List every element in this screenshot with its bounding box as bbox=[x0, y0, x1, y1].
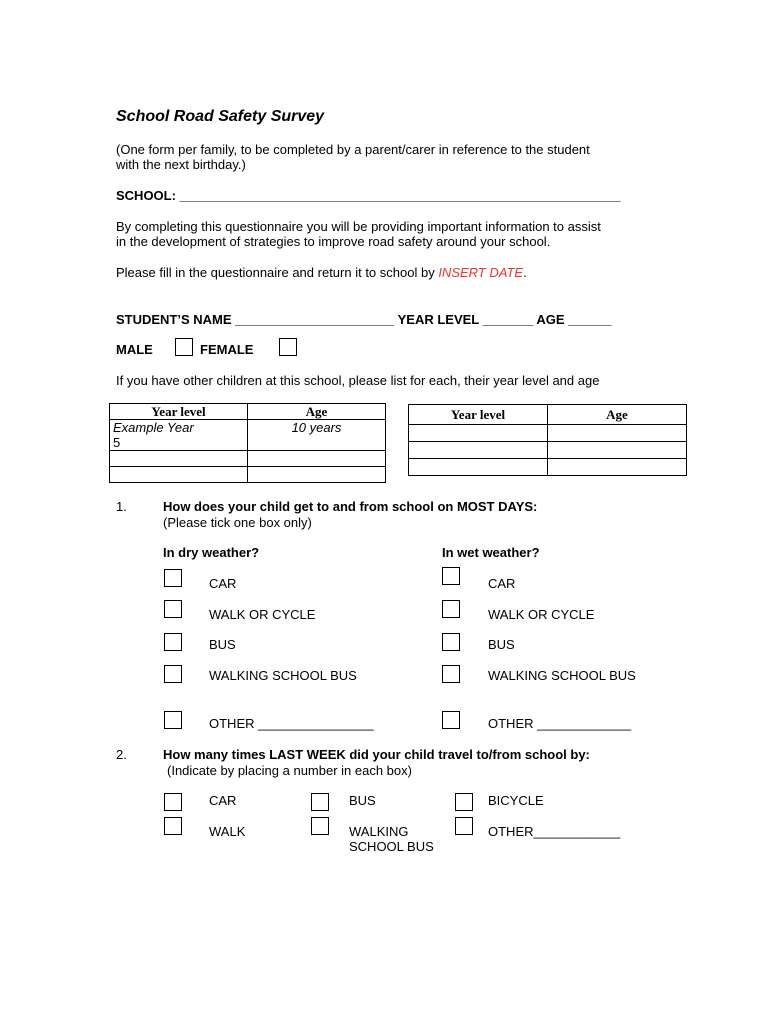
q2-bus-box[interactable] bbox=[311, 793, 329, 811]
table-cell[interactable] bbox=[248, 451, 386, 467]
wet-car-checkbox[interactable] bbox=[442, 567, 460, 585]
q2-walk-box[interactable] bbox=[164, 817, 182, 835]
q2-bicycle-box[interactable] bbox=[455, 793, 473, 811]
table-cell[interactable] bbox=[548, 425, 687, 442]
survey-title: School Road Safety Survey bbox=[116, 108, 325, 125]
dry-other-checkbox[interactable] bbox=[164, 711, 182, 729]
q2-bus-label: BUS bbox=[349, 793, 376, 808]
table-cell[interactable] bbox=[409, 459, 548, 476]
dry-walking-school-bus-checkbox[interactable] bbox=[164, 665, 182, 683]
male-label: MALE bbox=[116, 342, 153, 357]
q2-question: How many times LAST WEEK did your child travel to/from school by: bbox=[163, 747, 590, 762]
q2-walk-label: WALK bbox=[209, 824, 246, 839]
student-details-line[interactable]: STUDENT’S NAME ______________________ YEAR LEVEL _______ AGE ______ bbox=[116, 312, 612, 327]
siblings-table-right bbox=[408, 404, 687, 476]
q2-walking-school-bus-box[interactable] bbox=[311, 817, 329, 835]
q1-question: How does your child get to and from school on MOST DAYS: bbox=[163, 499, 538, 514]
example-year-cell bbox=[110, 420, 248, 451]
example-year-line-2: 5 bbox=[113, 435, 121, 450]
q2-walking-school-bus-label-line-1: WALKING bbox=[349, 824, 409, 839]
q1-wet-heading: In wet weather? bbox=[442, 545, 540, 560]
q2-hint: (Indicate by placing a number in each box) bbox=[167, 763, 412, 778]
intro-text-line-1: (One form per family, to be completed by a parent/carer in reference to the student bbox=[116, 142, 590, 157]
table-cell[interactable] bbox=[409, 425, 548, 442]
return-prefix: Please fill in the questionnaire and return it to school by bbox=[116, 265, 439, 280]
wet-walk-cycle-label: WALK OR CYCLE bbox=[488, 607, 595, 622]
example-age-cell: 10 years bbox=[248, 420, 386, 451]
table-cell[interactable] bbox=[548, 442, 687, 459]
q2-number: 2. bbox=[116, 747, 127, 762]
dry-walk-cycle-label: WALK OR CYCLE bbox=[209, 607, 316, 622]
dry-walking-school-bus-label: WALKING SCHOOL BUS bbox=[209, 668, 357, 683]
q2-car-label: CAR bbox=[209, 793, 237, 808]
dry-bus-checkbox[interactable] bbox=[164, 633, 182, 651]
table-header-year-level: Year level bbox=[409, 405, 548, 425]
female-label: FEMALE bbox=[200, 342, 254, 357]
q2-other-label[interactable]: OTHER____________ bbox=[488, 824, 621, 839]
dry-car-label: CAR bbox=[209, 576, 237, 591]
wet-car-label: CAR bbox=[488, 576, 516, 591]
info-text-line-1: By completing this questionnaire you will be providing important information to assist bbox=[116, 219, 601, 234]
dry-bus-label: BUS bbox=[209, 637, 236, 652]
dry-walk-cycle-checkbox[interactable] bbox=[164, 600, 182, 618]
table-header-age: Age bbox=[548, 405, 687, 425]
wet-walking-school-bus-label: WALKING SCHOOL BUS bbox=[488, 668, 636, 683]
male-checkbox[interactable] bbox=[175, 338, 193, 356]
siblings-prompt: If you have other children at this school, please list for each, their year level and age bbox=[116, 373, 600, 388]
example-year-line-1: Example Year bbox=[113, 420, 194, 435]
table-cell[interactable] bbox=[409, 442, 548, 459]
wet-walking-school-bus-checkbox[interactable] bbox=[442, 665, 460, 683]
table-header-year-level: Year level bbox=[110, 404, 248, 420]
female-checkbox[interactable] bbox=[279, 338, 297, 356]
q1-number: 1. bbox=[116, 499, 127, 514]
school-field[interactable]: SCHOOL: _____________________________________________________________ bbox=[116, 188, 621, 203]
q1-dry-heading: In dry weather? bbox=[163, 545, 260, 560]
siblings-table-left bbox=[109, 403, 386, 483]
dry-car-checkbox[interactable] bbox=[164, 569, 182, 587]
q2-other-box[interactable] bbox=[455, 817, 473, 835]
table-cell[interactable] bbox=[110, 451, 248, 467]
q2-car-box[interactable] bbox=[164, 793, 182, 811]
wet-other-checkbox[interactable] bbox=[442, 711, 460, 729]
table-cell[interactable] bbox=[548, 459, 687, 476]
wet-other-label[interactable]: OTHER _____________ bbox=[488, 716, 632, 731]
intro-text-line-2: with the next birthday.) bbox=[116, 157, 246, 172]
dry-other-label[interactable]: OTHER ________________ bbox=[209, 716, 374, 731]
return-suffix: . bbox=[523, 265, 527, 280]
info-text-line-2: in the development of strategies to improve road safety around your school. bbox=[116, 234, 551, 249]
return-instruction bbox=[116, 265, 527, 280]
wet-walk-cycle-checkbox[interactable] bbox=[442, 600, 460, 618]
table-header-age: Age bbox=[248, 404, 386, 420]
q2-bicycle-label: BICYCLE bbox=[488, 793, 544, 808]
wet-bus-checkbox[interactable] bbox=[442, 633, 460, 651]
q1-hint: (Please tick one box only) bbox=[163, 515, 312, 530]
return-date: INSERT DATE bbox=[438, 265, 524, 280]
table-cell[interactable] bbox=[110, 467, 248, 483]
wet-bus-label: BUS bbox=[488, 637, 515, 652]
table-cell[interactable] bbox=[248, 467, 386, 483]
q2-walking-school-bus-label-line-2: SCHOOL BUS bbox=[349, 839, 434, 854]
